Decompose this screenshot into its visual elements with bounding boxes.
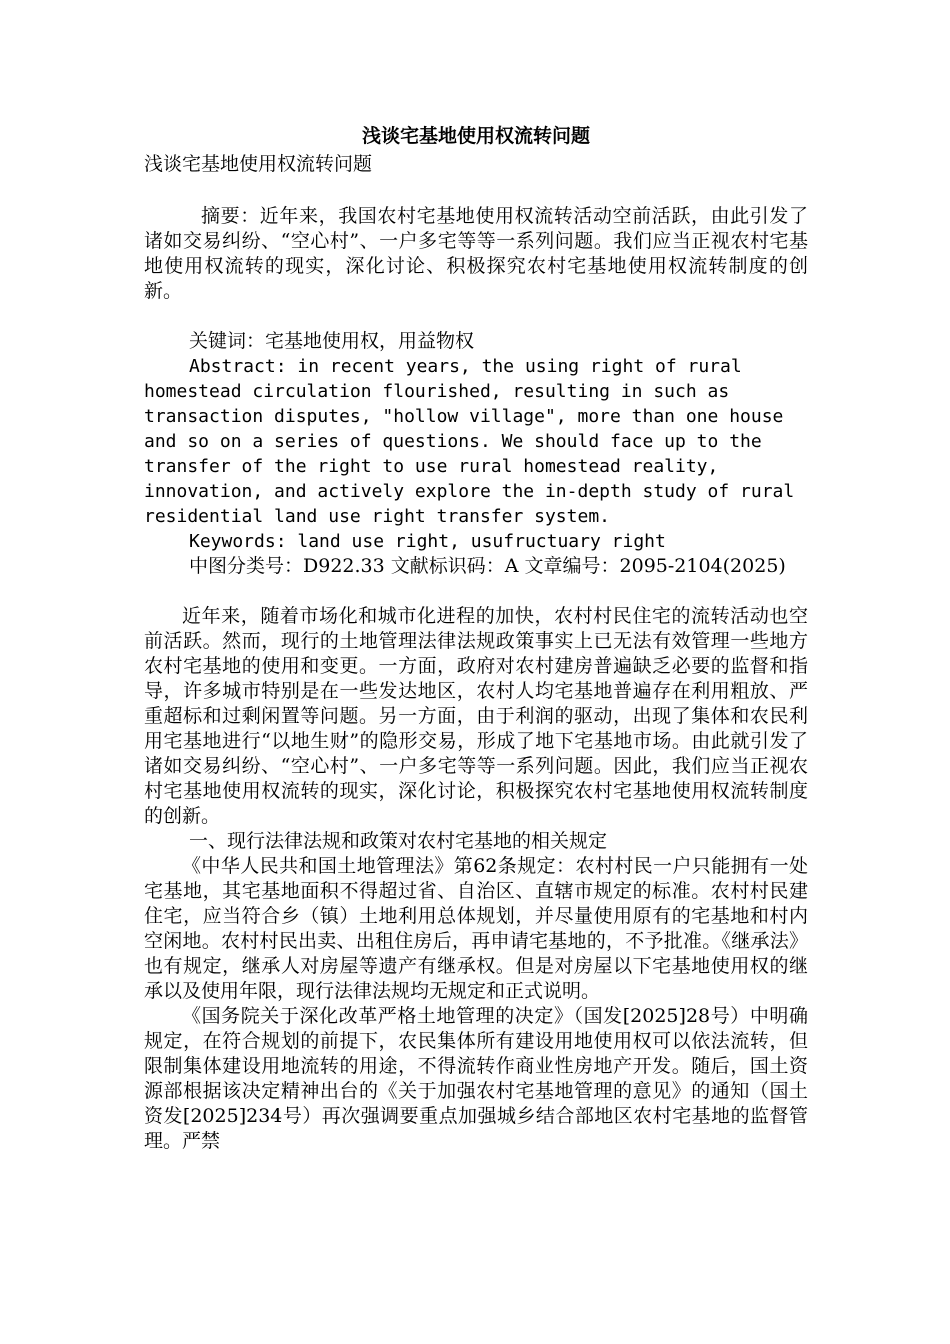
spacer xyxy=(144,304,808,329)
classification-line: 中图分类号：D922.33 文献标识码：A 文章编号：2095-2104(2025) xyxy=(189,555,786,577)
keywords-chinese: 关键词：宅基地使用权，用益物权 xyxy=(189,330,475,352)
intro-paragraph: 近年来，随着市场化和城市化进程的加快，农村村民住宅的流转活动也空前活跃。然而，现行的土地管理法律法规政策事实上已无法有效管理一些地方农村宅基地的使用和变更。一方面，政府对农村建房普遍缺乏必要的监督和指导，许多城市特别是在一些发达地区，农村人均宅基地普遍存在利用粗放、严重超标和过剩闲置等问题。另一方面，由于利润的驱动，出现了集体和农民利用宅基地进行“以地生财”的隐形交易，形成了地下宅基地市场。由此就引发了诸如交易纠纷、“空心村”、一户多宅等等一系列问题。因此，我们应当正视农村宅基地使用权流转的现实，深化讨论，积极探究农村宅基地使用权流转制度的创新。 xyxy=(144,605,808,827)
abstract-chinese: 摘要：近年来，我国农村宅基地使用权流转活动空前活跃，由此引发了诸如交易纠纷、“空心村”、一户多宅等等一系列问题。我们应当正视农村宅基地使用权流转的现实，深化讨论、积极探究农村宅基地使用权流转制度的创新。 xyxy=(144,205,808,302)
keywords-english: Keywords: land use right, usufructuary right xyxy=(189,531,666,552)
document-subtitle: 浅谈宅基地使用权流转问题 xyxy=(144,153,373,175)
spacer xyxy=(144,179,808,204)
section-paragraph: 《国务院关于深化改革严格土地管理的决定》（国发[2025]28号）中明确规定，在符合规划的前提下，农民集体所有建设用地使用权可以依法流转，但限制集体建设用地流转的用途，不得流转作商业性房地产开发。随后，国土资源部根据该决定精神出台的《关于加强农村宅基地管理的意见》的通知（国土资发[2025]234号）再次强调要重点加强城乡结合部地区农村宅基地的监督管理。严禁 xyxy=(144,1005,808,1152)
spacer xyxy=(144,579,808,604)
document-title: 浅谈宅基地使用权流转问题 xyxy=(361,125,590,147)
document-page xyxy=(144,122,808,1154)
section-paragraph: 《中华人民共和国土地管理法》第62条规定：农村村民一户只能拥有一处宅基地，其宅基地面积不得超过省、自治区、直辖市规定的标准。农村村民建住宅，应当符合乡（镇）土地利用总体规划，并尽量使用原有的宅基地和村内空闲地。农村村民出卖、出租住房后，再申请宅基地的，不予批准。《继承法》也有规定，继承人对房屋等遗产有继承权。但是对房屋以下宅基地使用权的继承以及使用年限，现行法律法规均无规定和正式说明。 xyxy=(144,855,808,1002)
section-heading: 一、现行法律法规和政策对农村宅基地的相关规定 xyxy=(189,830,608,852)
abstract-english: Abstract: in recent years, the using right of rural homestead circulation flourished, resulting in such as transaction disputes, "hollow village", more than one house and so on a series of questions. We should face up to the transfer of the right to use rural homestead reality, innovation, and actively explore the in-depth study of rural residential land use right transfer system. xyxy=(144,356,795,527)
